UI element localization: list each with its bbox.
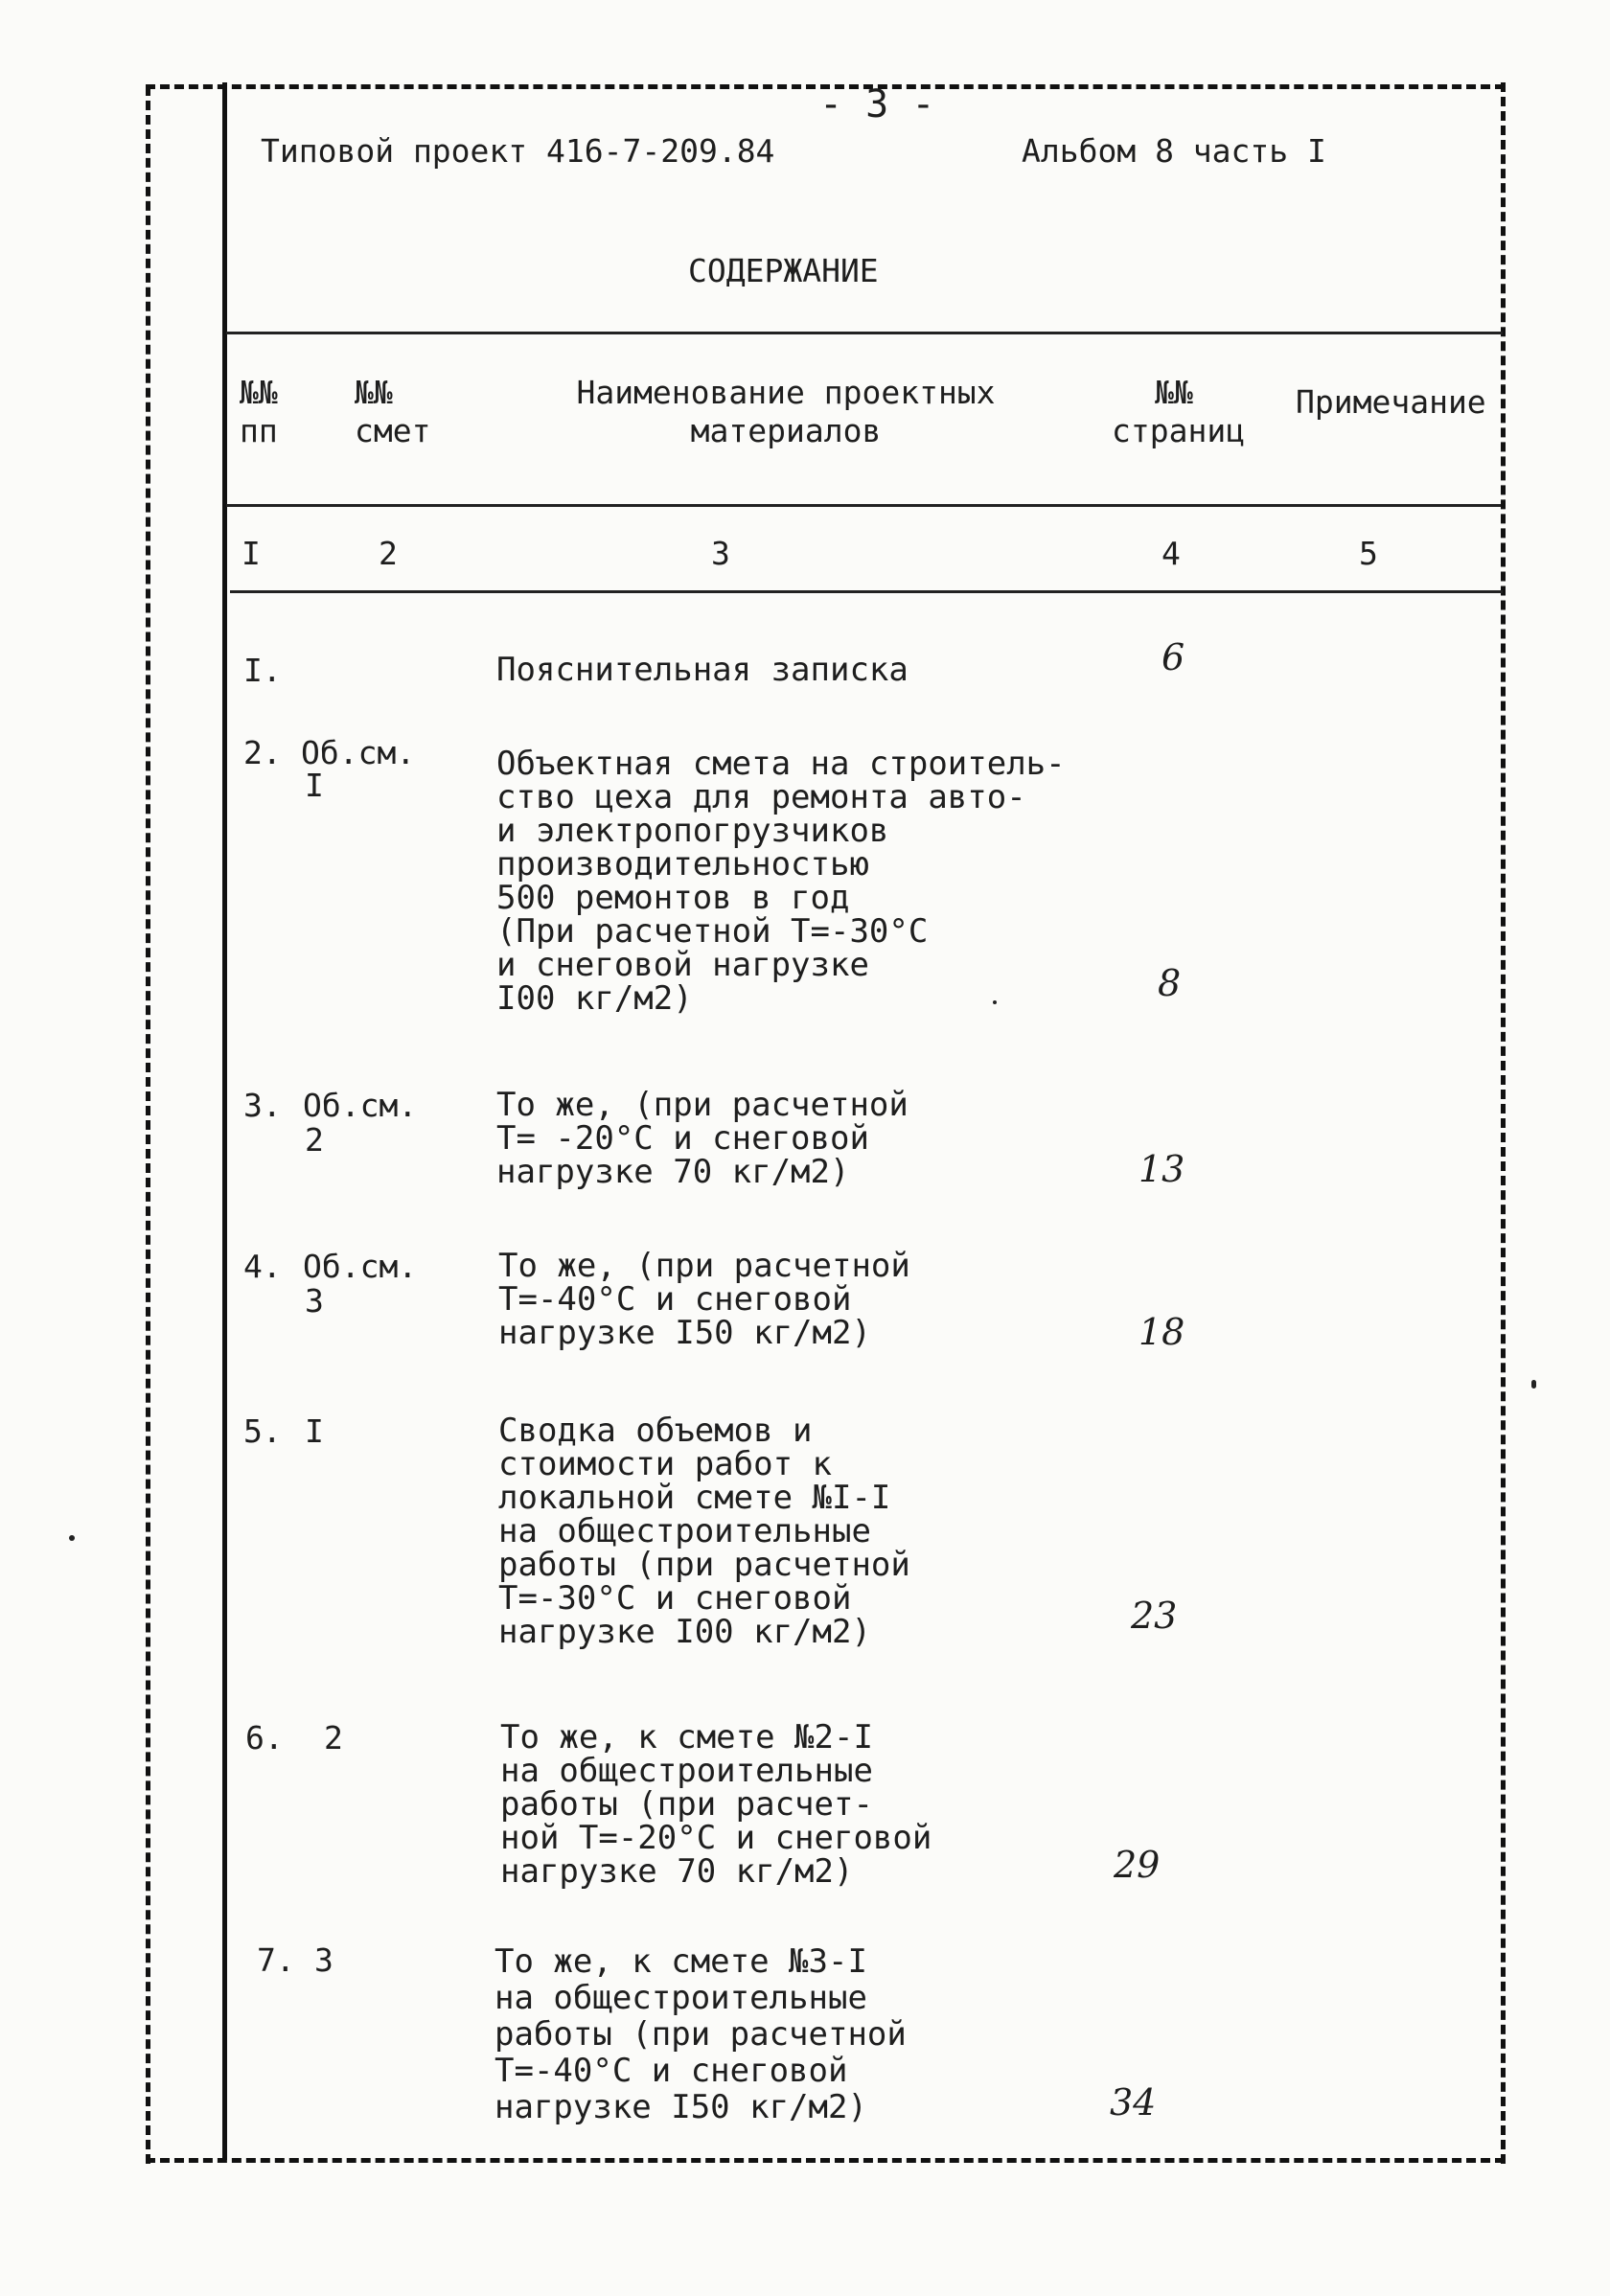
table-top-rule <box>226 332 1503 334</box>
row-1-number: I. <box>243 652 282 689</box>
row-7-number: 7. <box>257 1941 295 1979</box>
row-5-estimate: I <box>305 1412 324 1450</box>
row-2-number: 2. <box>243 734 282 771</box>
row-4-name: То же, (при расчетной Т=-40°С и снеговой нагрузке I50 кг/м2) <box>498 1247 910 1352</box>
column-numbers-bottom-rule <box>230 590 1503 593</box>
row-5-number: 5. <box>243 1412 282 1450</box>
header-page-numbers: №№ страниц <box>1112 374 1246 449</box>
frame-outer-left-border <box>146 86 150 2164</box>
row-3-name: То же, (при расчетной Т= -20°С и снеговой нагрузке 70 кг/м2) <box>496 1086 908 1191</box>
row-1-name: Пояснительная записка <box>496 651 908 689</box>
row-3-number: 3. <box>243 1087 282 1124</box>
header-estimate-number: №№ смет <box>355 374 431 449</box>
row-2-page: 8 <box>1158 962 1182 1004</box>
page-title: СОДЕРЖАНИЕ <box>688 252 879 289</box>
row-2-name: Объектная смета на строитель- ство цеха для ремонта авто- и электропогрузчиков производительностью 500 ремонтов в год (При расчетной Т=-30°С и снеговой нагрузке I00 кг/м2) <box>496 745 1066 1018</box>
row-3-estimate-number: 2 <box>305 1121 324 1159</box>
scan-speck <box>69 1535 75 1541</box>
frame-right-border <box>1501 82 1506 2164</box>
page-number: - 3 - <box>819 82 935 126</box>
row-5-page: 23 <box>1131 1595 1178 1637</box>
header-note: Примечание <box>1296 383 1486 421</box>
row-7-name: То же, к смете №3-I на общестроительные работы (при расчетной Т=-40°С и снеговой нагрузке I50 кг/м2) <box>494 1942 907 2126</box>
row-4-estimate-number: 3 <box>305 1282 324 1320</box>
row-6-page: 29 <box>1114 1844 1161 1886</box>
header-material-name: Наименование проектных материалов <box>576 374 996 449</box>
column-number-2: 2 <box>379 535 398 572</box>
row-4-page: 18 <box>1138 1311 1185 1353</box>
row-4-estimate: Об.см. <box>303 1248 418 1285</box>
row-6-number: 6. <box>245 1719 284 1756</box>
scan-speck <box>993 1000 997 1004</box>
row-3-page: 13 <box>1138 1148 1185 1190</box>
row-6-name: То же, к смете №2-I на общестроительные работы (при расчет- ной Т=-20°С и снеговой нагрузке 70 кг/м2) <box>500 1718 932 1891</box>
scan-speck <box>1531 1380 1536 1389</box>
column-number-4: 4 <box>1162 535 1181 572</box>
row-2-estimate-number: I <box>305 767 324 804</box>
row-7-page: 34 <box>1110 2081 1157 2124</box>
header-bottom-rule <box>226 504 1501 507</box>
row-2-estimate: Об.см. <box>301 734 416 771</box>
row-7-estimate: 3 <box>314 1941 334 1979</box>
header-item-number: №№ пп <box>240 374 278 449</box>
column-number-1: I <box>242 535 261 572</box>
column-number-5: 5 <box>1359 535 1378 572</box>
project-code: Типовой проект 416-7-209.84 <box>261 132 775 170</box>
row-6-estimate: 2 <box>324 1719 343 1756</box>
column-number-3: 3 <box>711 535 730 572</box>
row-4-number: 4. <box>243 1248 282 1285</box>
row-1-page: 6 <box>1162 636 1185 678</box>
frame-inner-left-border <box>222 82 227 2160</box>
album-label: Альбом 8 часть I <box>1022 132 1326 170</box>
row-3-estimate: Об.см. <box>303 1087 418 1124</box>
frame-bottom-border <box>146 2158 1505 2163</box>
row-5-name: Сводка объемов и стоимости работ к локальной смете №I-I на общестроительные работы (при расчетной Т=-30°С и снеговой нагрузке I00 кг/м2) <box>498 1412 910 1651</box>
